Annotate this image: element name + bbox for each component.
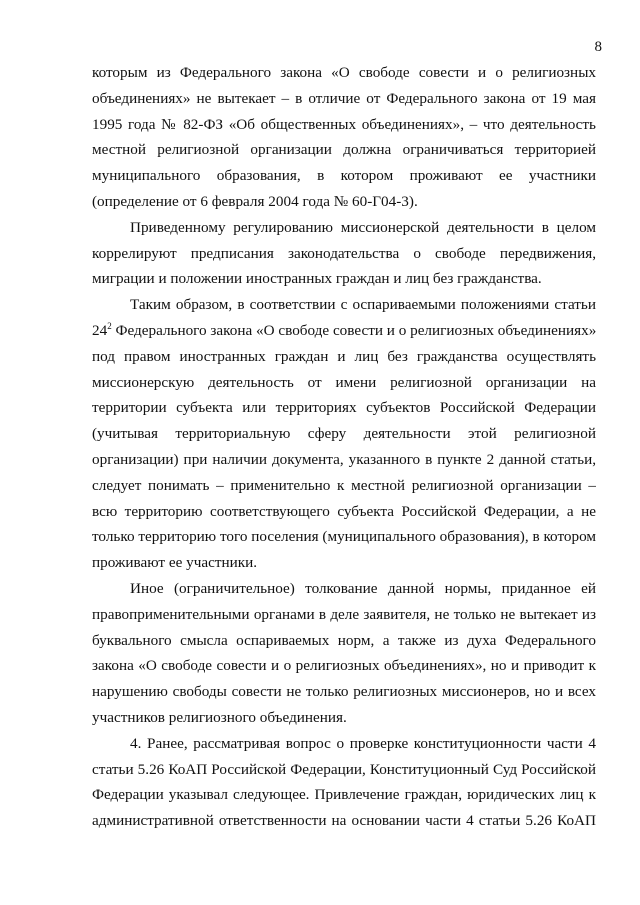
text-line: правоприменительными органами в деле заявителя, не только не вытекает из (92, 605, 596, 623)
text-line: Федерации указывал следующее. Привлечение граждан, юридических лиц к (92, 786, 596, 804)
paragraph-missionary-regulation (92, 215, 596, 292)
text-line: статьи 5.26 КоАП Российской Федерации, Конституционный Суд Российской (92, 760, 596, 778)
page-number: 8 (594, 39, 602, 55)
paragraph-continuation (92, 60, 596, 215)
text-line: коррелируют предписания законодательства о свободе передвижения, (92, 244, 596, 262)
text-line: нарушению свободы совести не только религиозных миссионеров, но и всех (92, 683, 596, 701)
text-line: (учитывая территориальную сферу деятельности этой религиозной (92, 425, 596, 443)
text-line: местной религиозной организации должна ограничиваться территорией (92, 141, 596, 159)
document-body (92, 60, 596, 834)
article-number: 24 (92, 321, 108, 339)
text-line: 4. Ранее, рассматривая вопрос о проверке конституционности части 4 (130, 734, 596, 752)
text-line: (определение от 6 февраля 2004 года № 60-Г04-3). (92, 192, 418, 210)
text-line: организации) при наличии документа, указанного в пункте 2 данной статьи, (92, 450, 596, 468)
text-line: административной ответственности на основании части 4 статьи 5.26 КоАП (92, 812, 596, 830)
text-line: под правом иностранных граждан и лиц без гражданства осуществлять (92, 347, 596, 365)
text-line: территории субъекта или территориях субъектов Российской Федерации (92, 399, 596, 417)
text-line: Таким образом, в соответствии с оспариваемыми положениями статьи (130, 296, 596, 314)
text-line: миссионерскую деятельность от имени религиозной организации на (92, 373, 596, 391)
text-line: проживают ее участники. (92, 554, 258, 572)
paragraph-restrictive-interpretation (92, 576, 596, 731)
text-line: следует понимать – применительно к местной религиозной организации – (92, 476, 596, 494)
text-line: только территорию того поселения (муниципального образования), в котором (92, 528, 596, 546)
text-line-with-superscript (92, 318, 596, 344)
text-line: буквального смысла оспариваемых норм, а также из духа Федерального (92, 631, 596, 649)
text-line: Иное (ограничительное) толкование данной нормы, приданное ей (130, 579, 596, 597)
text-line: Приведенному регулированию миссионерской деятельности в целом (130, 218, 596, 236)
paragraph-conclusion (92, 292, 596, 576)
text-line: участников религиозного объединения. (92, 708, 347, 726)
text-line: которым из Федерального закона «О свободе совести и о религиозных (92, 64, 596, 81)
text-line: миграции и положении иностранных граждан и лиц без гражданства. (92, 270, 542, 288)
line-remainder: Федерального закона «О свободе совести и о религиозных объединениях» (111, 321, 596, 339)
text-line: 1995 года № 82-ФЗ «Об общественных объединениях», – что деятельность (92, 115, 596, 133)
text-line: объединениях» не вытекает – в отличие от Федерального закона от 19 мая (92, 89, 596, 107)
text-line: всю территорию соответствующего субъекта Российской Федерации, а не (92, 502, 596, 520)
paragraph-section-4 (92, 731, 596, 834)
article-superscript: 2 (107, 320, 112, 331)
text-line: закона «О свободе совести и о религиозных объединениях», но и приводит к (92, 657, 596, 675)
text-line: муниципального образования, в котором проживают ее участники (92, 167, 596, 185)
